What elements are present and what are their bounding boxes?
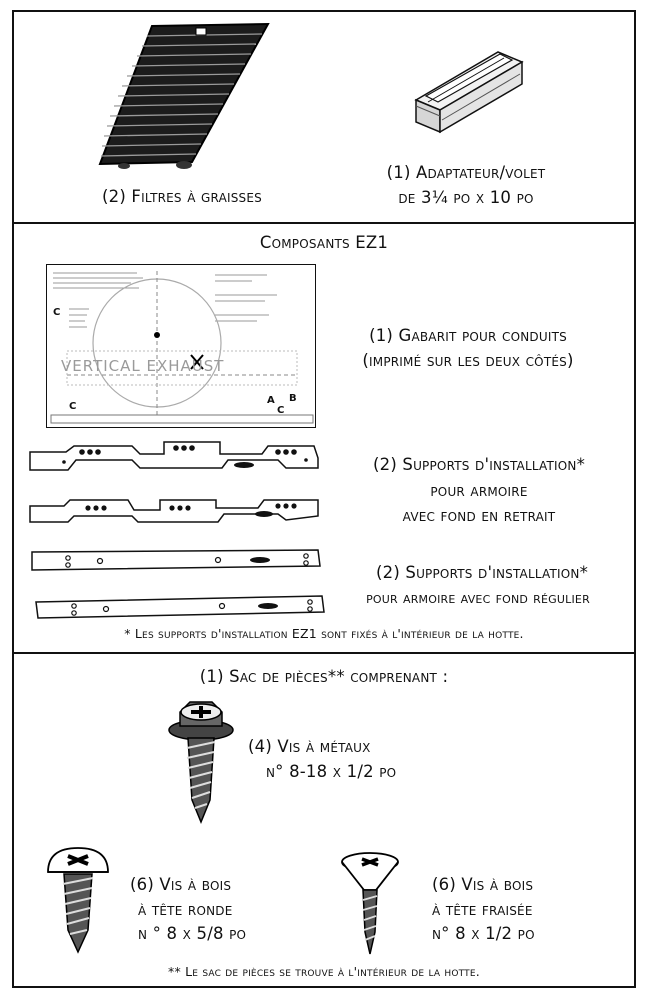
template-vertical-exhaust-text: VERTICAL EXHAUST bbox=[61, 357, 225, 375]
adapter-damper-illustration bbox=[412, 40, 527, 135]
bracket-regular-label-line2: pour armoire avec fond régulier bbox=[366, 589, 590, 607]
round-screw-label-line3: n ° 8 x 5/8 po bbox=[138, 924, 247, 943]
ez1-components-title: Composants EZ1 bbox=[259, 233, 389, 252]
bracket-recessed-label-line3: avec fond en retrait bbox=[402, 506, 556, 525]
template-mark: C bbox=[53, 307, 61, 318]
parts-bag-footnote: ** Le sac de pièces se trouve à l'intérieur de la hotte. bbox=[168, 964, 480, 979]
ez1-brackets-footnote: * Les supports d'installation EZ1 sont fixés à l'intérieur de la hotte. bbox=[124, 626, 524, 641]
flat-screw-label-line1: (6) Vis à bois bbox=[432, 875, 534, 894]
metal-screw-label-line1: (4) Vis à métaux bbox=[248, 737, 371, 756]
adapter-label-line1: (1) Adaptateur/volet bbox=[386, 163, 546, 182]
grease-filter-illustration bbox=[96, 22, 276, 172]
duct-template-illustration bbox=[46, 264, 316, 428]
bracket-regular-label-line1: (2) Supports d'installation* bbox=[375, 563, 589, 582]
section-divider-1 bbox=[12, 222, 636, 224]
bracket-recessed-label-line2: pour armoire bbox=[430, 481, 528, 500]
flat-head-wood-screw-icon bbox=[338, 850, 402, 958]
filters-label: (2) Filtres à graisses bbox=[102, 187, 262, 206]
template-mark: B bbox=[289, 393, 297, 404]
metal-screw-label-line2: n° 8-18 x 1/2 po bbox=[266, 762, 397, 781]
regular-bracket-illustration-2 bbox=[32, 592, 328, 622]
flat-screw-label-line2: à tête fraisée bbox=[432, 900, 533, 919]
section-divider-2 bbox=[12, 652, 636, 654]
recessed-bracket-illustration-1 bbox=[24, 438, 324, 476]
bracket-recessed-label-line1: (2) Supports d'installation* bbox=[372, 455, 586, 474]
recessed-bracket-illustration-2 bbox=[24, 496, 324, 526]
template-mark: A bbox=[267, 395, 275, 406]
metal-screw-icon bbox=[166, 696, 236, 828]
round-screw-label-line1: (6) Vis à bois bbox=[130, 875, 232, 894]
adapter-label-line2: de 3¼ po x 10 po bbox=[398, 188, 534, 207]
round-screw-label-line2: à tête ronde bbox=[138, 900, 233, 919]
template-mark: C bbox=[277, 405, 285, 416]
regular-bracket-illustration-1 bbox=[28, 548, 324, 574]
round-head-wood-screw-icon bbox=[44, 844, 112, 956]
flat-screw-label-line3: n° 8 x 1/2 po bbox=[432, 924, 535, 943]
template-mark: C bbox=[69, 401, 77, 412]
parts-bag-title: (1) Sac de pièces** comprenant : bbox=[199, 667, 449, 686]
template-label-line1: (1) Gabarit pour conduits bbox=[369, 326, 567, 345]
template-label-line2: (imprimé sur les deux côtés) bbox=[362, 351, 574, 370]
